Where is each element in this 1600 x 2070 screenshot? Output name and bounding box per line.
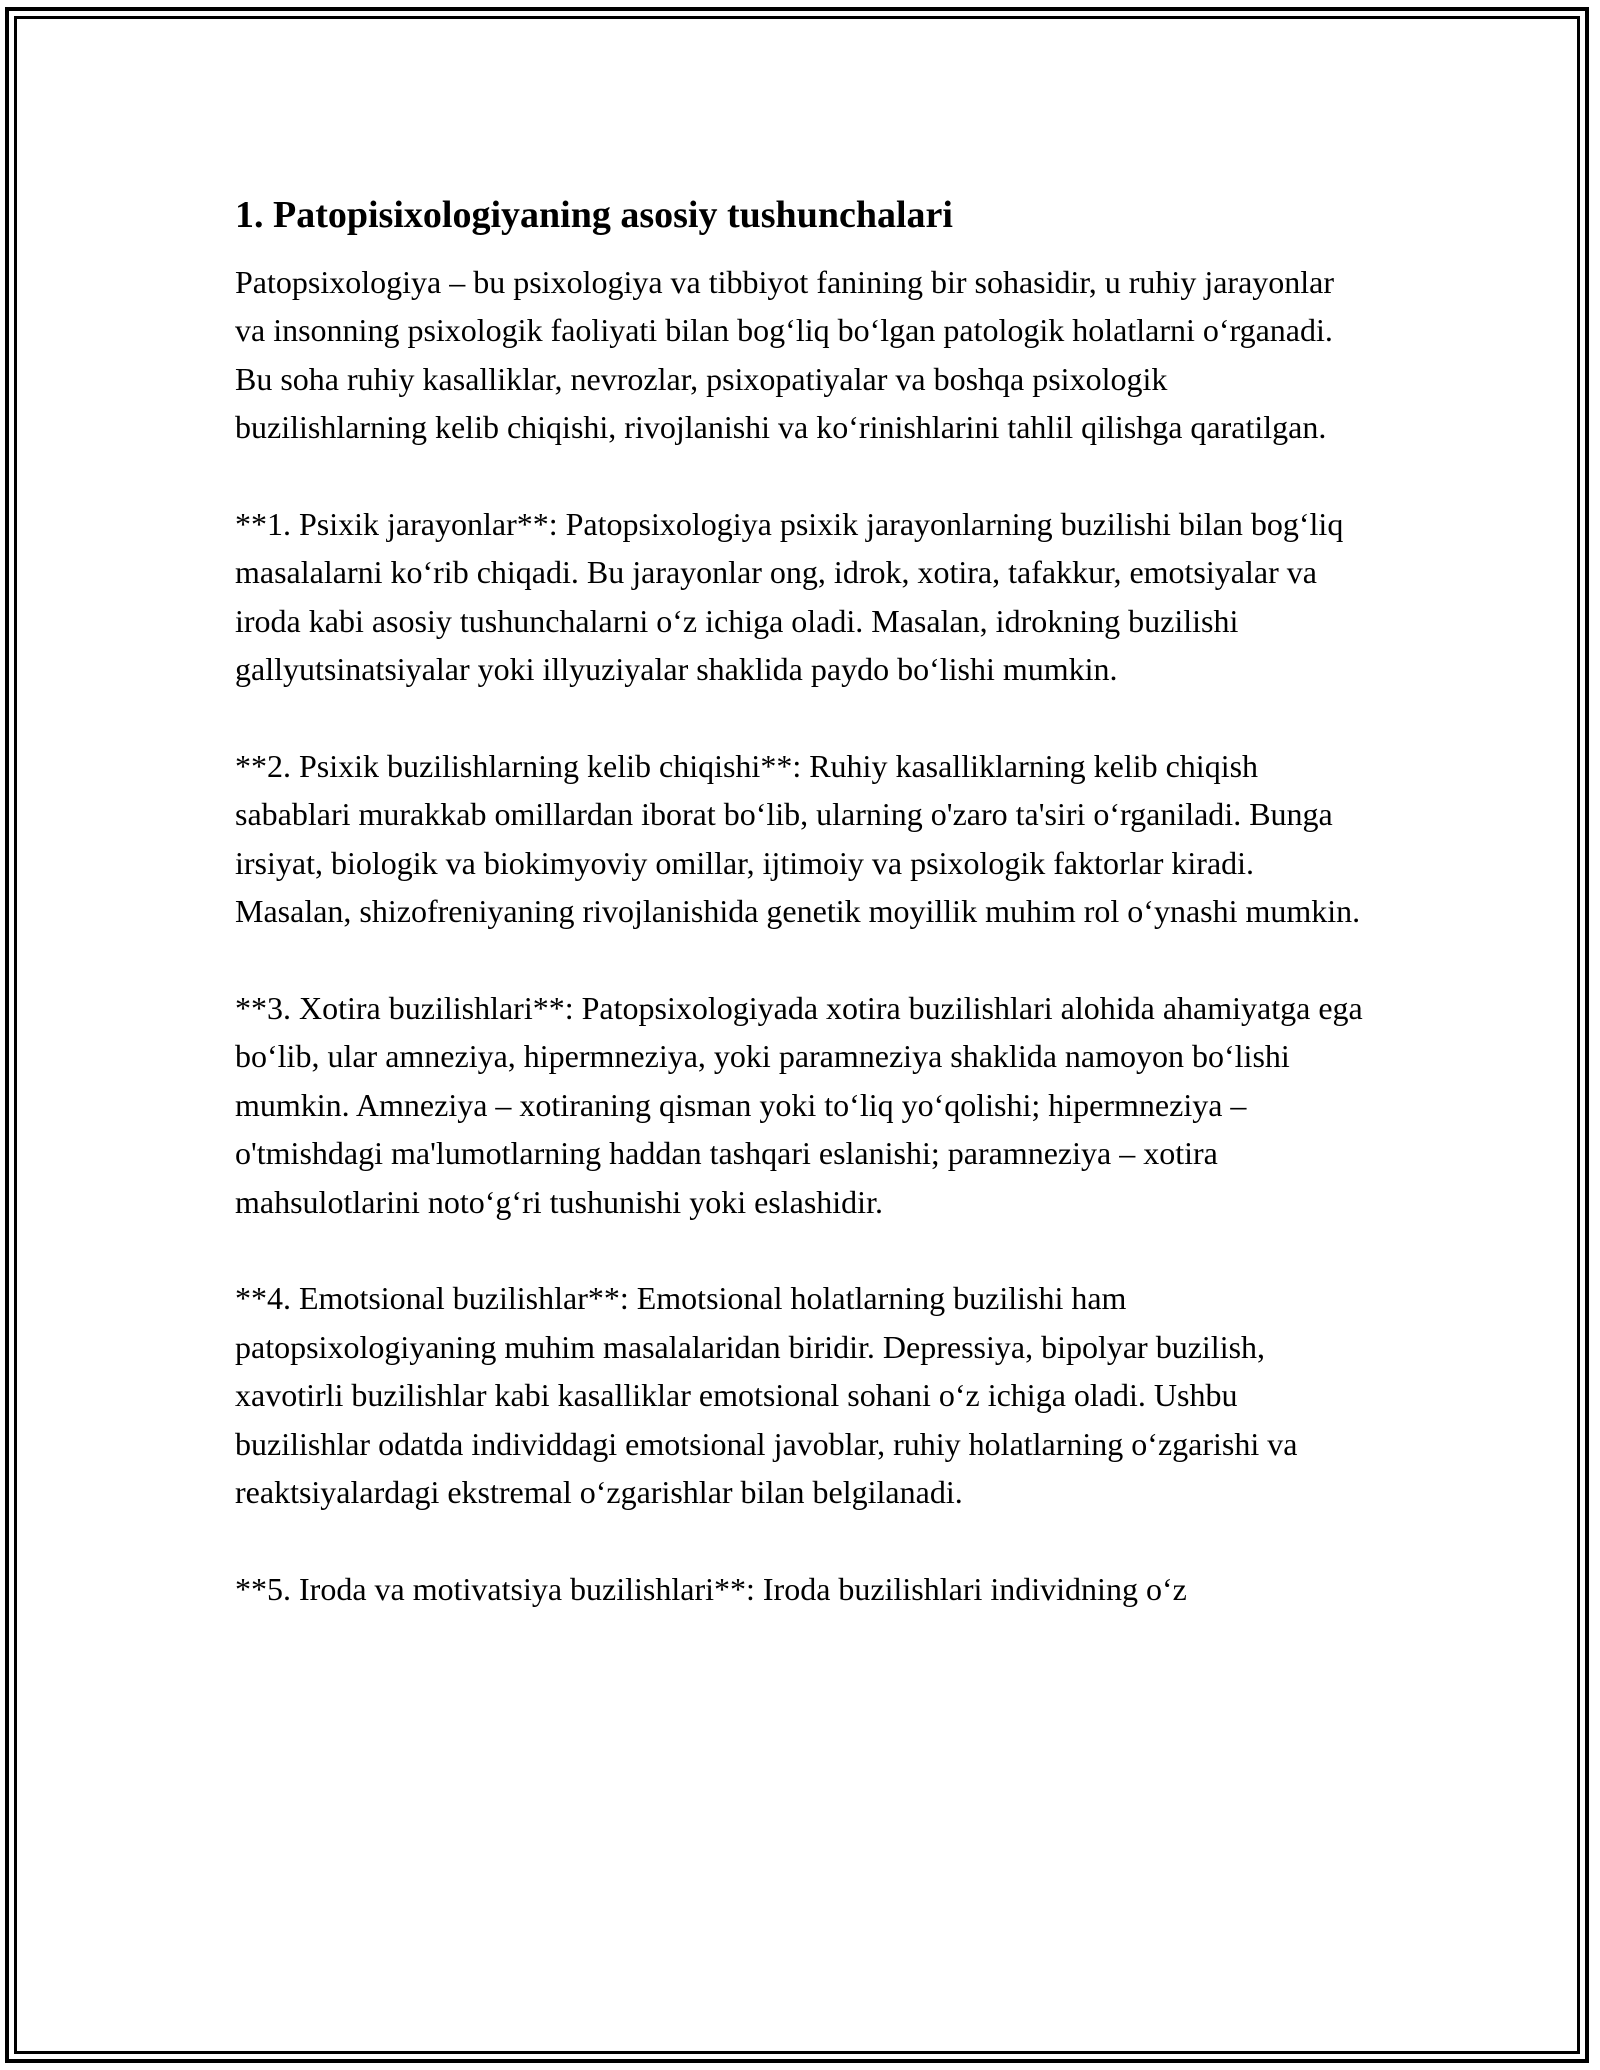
document-body bbox=[235, 190, 1365, 1662]
paragraph-intro: Patopsixologiya – bu psixologiya va tibbiyot fanining bir sohasidir, u ruhiy jarayonlar va insonning psixologik faoliyati bilan bog‘liq bo‘lgan patologik holatlarni o‘rganadi. Bu soha ruhiy kasalliklar, nevrozlar, psixopatiyalar va boshqa psixologik buzilishlarning kelib chiqishi, rivojlanishi va ko‘rinishlarini tahlil qilishga qaratilgan. bbox=[235, 264, 1335, 446]
paragraph-emotional-disorders: **4. Emotsional buzilishlar**: Emotsional holatlarning buzilishi ham patopsixologiyaning muhim masalalaridan biridir. Depressiya, bipolyar buzilish, xavotirli buzilishlar kabi kasalliklar emotsional sohani o‘z ichiga oladi. Ushbu buzilishlar odatda individdagi emotsional javoblar, ruhiy holatlarning o‘zgarishi va reaktsiyalardagi ekstremal o‘zgarishlar bilan belgilanadi. bbox=[235, 1280, 1298, 1511]
section-heading: 1. Patopisixologiyaning asosiy tushunchalari bbox=[235, 194, 953, 236]
paragraph-psychic-processes: **1. Psixik jarayonlar**: Patopsixologiya psixik jarayonlarning buzilishi bilan bog‘liq masalalarni ko‘rib chiqadi. Bu jarayonlar ong, idrok, xotira, tafakkur, emotsiyalar va iroda kabi asosiy tushunchalarni o‘z ichiga oladi. Masalan, idrokning buzilishi gallyutsinatsiyalar yoki illyuziyalar shaklida paydo bo‘lishi mumkin. bbox=[235, 506, 1344, 688]
paragraph-memory-disorders: **3. Xotira buzilishlari**: Patopsixologiyada xotira buzilishlari alohida ahamiyatga ega bo‘lib, ular amneziya, hipermneziya, yoki paramneziya shaklida namoyon bo‘lishi mumkin. Amneziya – xotiraning qisman yoki to‘liq yo‘qolishi; hipermneziya – o'tmishdagi ma'lumotlarning haddan tashqari eslanishi; paramneziya – xotira mahsulotlarini noto‘g‘ri tushunishi yoki eslashidir. bbox=[235, 990, 1363, 1220]
paragraph-will-motivation: **5. Iroda va motivatsiya buzilishlari**: Iroda buzilishlari individning o‘z bbox=[235, 1570, 1187, 1607]
paragraph-disorder-origins: **2. Psixik buzilishlarning kelib chiqishi**: Ruhiy kasalliklarning kelib chiqish sabablari murakkab omillardan iborat bo‘lib, ularning o'zaro ta'siri o‘rganiladi. Bunga irsiyat, biologik va biokimyoviy omillar, ijtimoiy va psixologik faktorlar kiradi. Masalan, shizofreniyaning rivojlanishida genetik moyillik muhim rol o‘ynashi mumkin. bbox=[235, 748, 1361, 930]
